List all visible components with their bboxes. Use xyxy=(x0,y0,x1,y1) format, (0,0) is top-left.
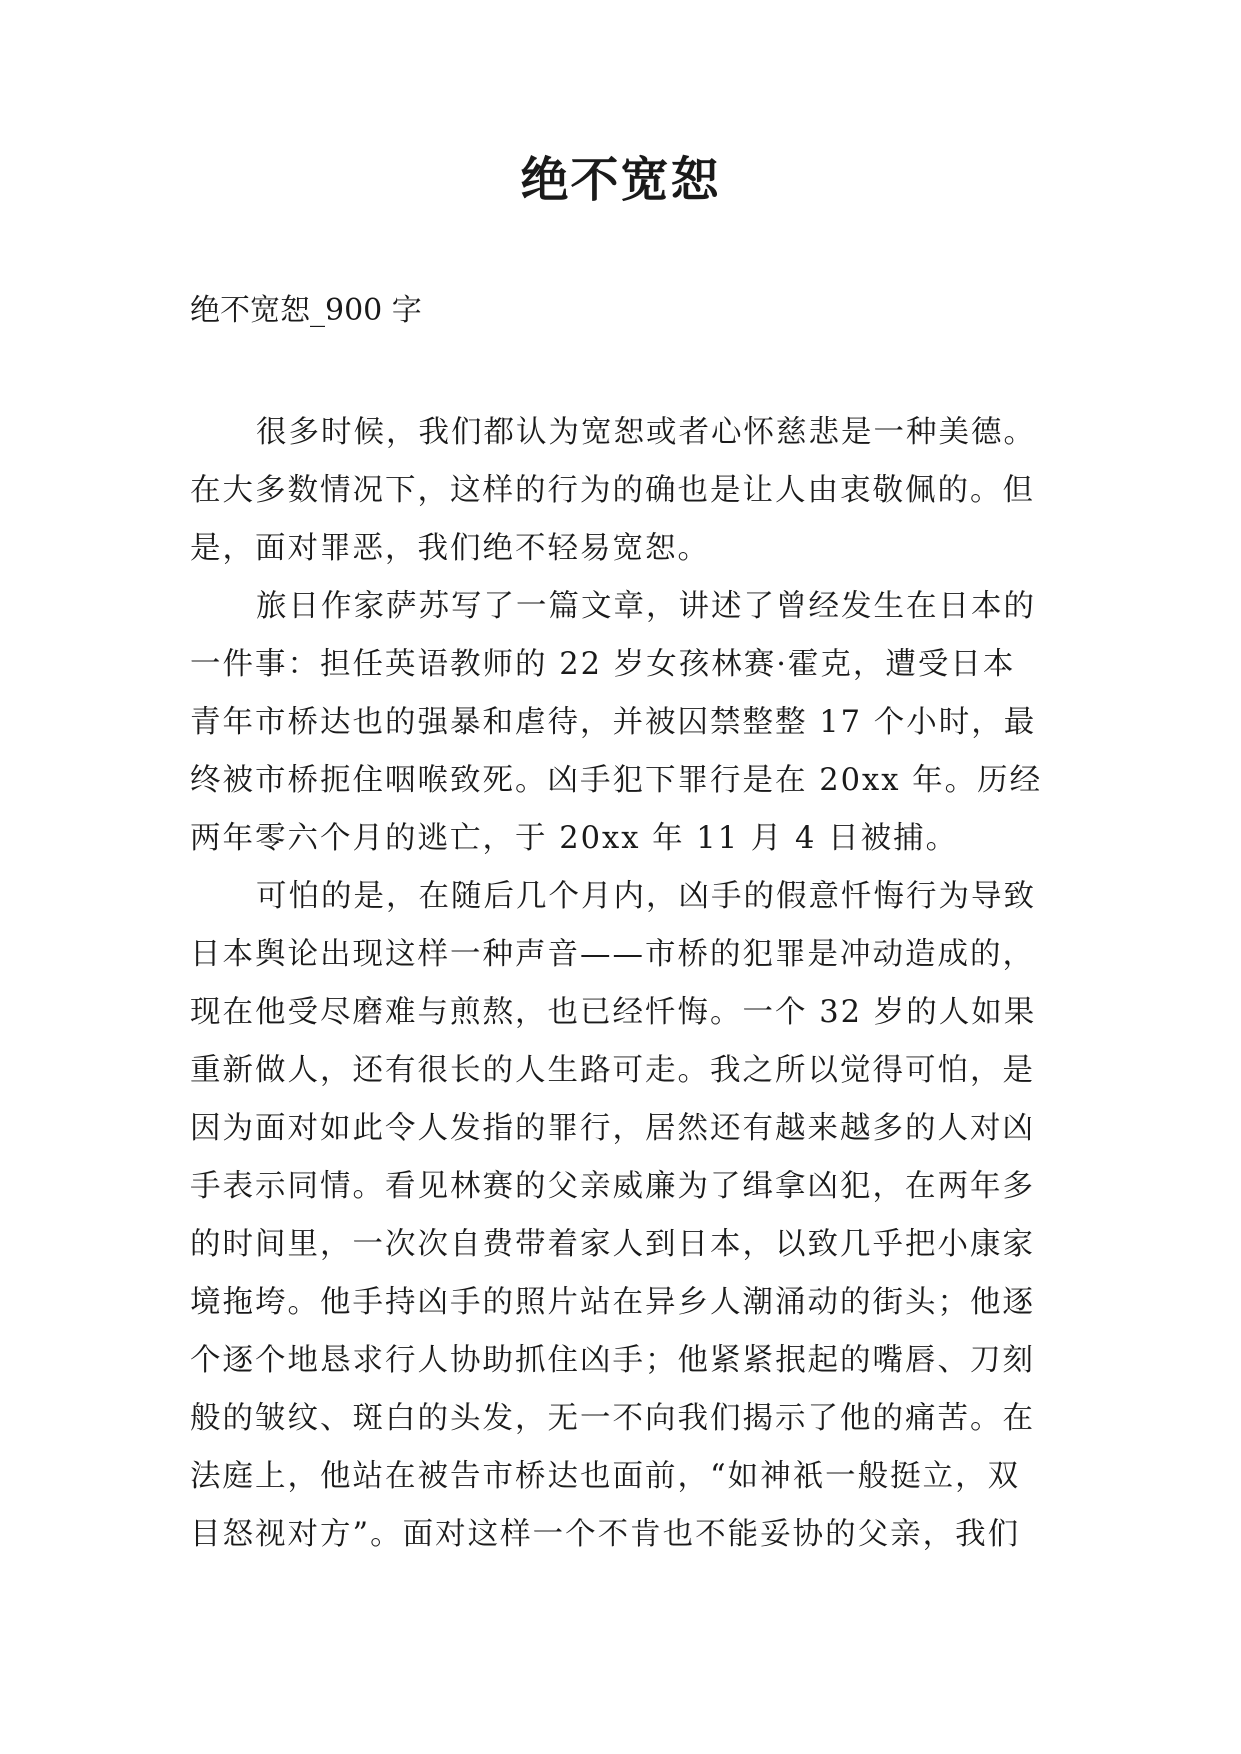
text-line: 法庭上，他站在被告市桥达也面前，“如神祇一般挺立，双 xyxy=(190,1459,1021,1494)
page-title: 绝不宽恕 xyxy=(520,152,721,208)
text-line: 目怒视对方”。面对这样一个不肯也不能妥协的父亲，我们 xyxy=(190,1517,1021,1552)
text-line: 个逐个地恳求行人协助抓住凶手；他紧紧抿起的嘴唇、刀刻 xyxy=(190,1343,1035,1378)
text-line: 旅日作家萨苏写了一篇文章，讲述了曾经发生在日本的 xyxy=(256,589,1036,624)
text-line: 是，面对罪恶，我们绝不轻易宽恕。 xyxy=(190,531,710,566)
text-line: 青年市桥达也的强暴和虐待，并被囚禁整整 17 个小时，最 xyxy=(190,705,1037,740)
text-line: 日本舆论出现这样一种声音——市桥的犯罪是冲动造成的， xyxy=(190,937,1035,972)
text-line: 一件事：担任英语教师的 22 岁女孩林赛·霍克，遭受日本 xyxy=(190,647,1016,682)
text-line: 可怕的是，在随后几个月内，凶手的假意忏悔行为导致 xyxy=(256,879,1036,914)
text-line: 很多时候，我们都认为宽恕或者心怀慈悲是一种美德。 xyxy=(256,415,1036,450)
document-subtitle: 绝不宽恕_900 字 xyxy=(190,293,422,328)
text-line: 在大多数情况下，这样的行为的确也是让人由衷敬佩的。但 xyxy=(190,473,1035,508)
text-line: 般的皱纹、斑白的头发，无一不向我们揭示了他的痛苦。在 xyxy=(190,1401,1035,1436)
text-line: 境拖垮。他手持凶手的照片站在异乡人潮涌动的街头；他逐 xyxy=(190,1285,1035,1320)
text-line: 手表示同情。看见林赛的父亲威廉为了缉拿凶犯，在两年多 xyxy=(190,1169,1035,1204)
text-line: 终被市桥扼住咽喉致死。凶手犯下罪行是在 20xx 年。历经 xyxy=(190,763,1043,798)
text-line: 重新做人，还有很长的人生路可走。我之所以觉得可怕，是 xyxy=(190,1053,1035,1088)
text-line: 现在他受尽磨难与煎熬，也已经忏悔。一个 32 岁的人如果 xyxy=(190,995,1037,1030)
text-line: 的时间里，一次次自费带着家人到日本，以致几乎把小康家 xyxy=(190,1227,1035,1262)
body-text xyxy=(190,404,1070,1564)
text-line: 两年零六个月的逃亡，于 20xx 年 11 月 4 日被捕。 xyxy=(190,821,959,856)
text-line: 因为面对如此令人发指的罪行，居然还有越来越多的人对凶 xyxy=(190,1111,1035,1146)
